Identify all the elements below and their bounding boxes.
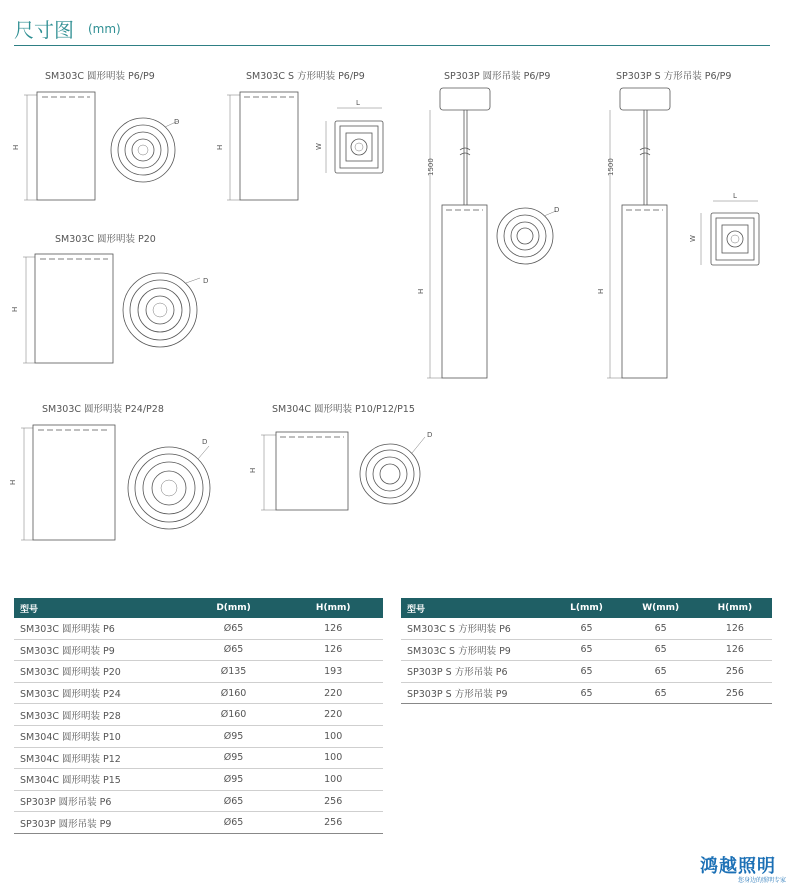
svg-text:D: D [203,277,209,285]
svg-text:D: D [202,438,208,446]
side-view [11,254,113,363]
caption-sm303cs-p6-p9: SM303C S 方形明装 P6/P9 [246,71,365,82]
table-row: SM303C 圆形明装 P24 Ø160 220 [14,682,383,704]
brand-logo: 鸿越照明 [700,856,776,877]
svg-text:D: D [554,206,560,214]
drawing-sm303c-p6-p9 [12,92,179,200]
caption-sm303c-p6-p9: SM303C 圆形明装 P6/P9 [45,71,155,82]
svg-text:H: H [249,467,257,473]
col-w: W(mm) [624,598,698,618]
dim-w: W [315,143,323,150]
dim-l: L [356,99,360,107]
caption-sm304c-p10-p15: SM304C 圆形明装 P10/P12/P15 [272,404,415,415]
brand-slogan: 您身边的照明专家 [738,877,787,884]
table-row: SM303C 圆形明装 P6 Ø65 126 [14,618,383,639]
svg-text:H: H [11,306,19,312]
col-h: H(mm) [698,598,772,618]
spec-table-round [14,598,383,834]
top-view [123,273,208,347]
top-view [315,99,383,173]
table-header-row [401,598,772,618]
top-view [111,118,179,182]
table-row: SM303C 圆形明装 P28 Ø160 220 [14,704,383,726]
table-row: SM303C S 方形明装 P9 65 65 126 [401,639,772,661]
svg-text:1500: 1500 [607,158,615,176]
side-view [9,425,115,540]
svg-text:H: H [417,288,425,294]
drawing-sp303p-p6-p9 [417,88,559,378]
table-header-row [14,598,383,618]
side-view [249,432,348,510]
table-row: SM303C 圆形明装 P20 Ø135 193 [14,661,383,683]
svg-text:D: D [427,431,433,439]
spec-table-square [401,598,772,704]
dim-cable: 1500 [427,158,435,176]
col-h: H(mm) [283,598,383,618]
top-view [128,438,210,529]
drawing-sm303c-p24-p28 [9,425,210,540]
table-row: SP303P 圆形吊装 P6 Ø65 256 [14,790,383,812]
table-row: SM303C 圆形明装 P9 Ø65 126 [14,639,383,661]
svg-text:L: L [733,192,737,200]
caption-sm303c-p24-p28: SM303C 圆形明装 P24/P28 [42,404,164,415]
side-view [597,88,670,378]
side-view [216,92,298,200]
table-row: SM304C 圆形明装 P12 Ø95 100 [14,747,383,769]
table-row: SM303C S 方形明装 P6 65 65 126 [401,618,772,639]
table-row: SM304C 圆形明装 P15 Ø95 100 [14,769,383,791]
top-view [360,431,432,504]
table-row: SP303P S 方形吊装 P6 65 65 256 [401,661,772,683]
col-model: 型号 [14,598,184,618]
side-view [417,88,490,378]
page-title: 尺寸图 [14,18,74,42]
drawing-sm303c-p20 [11,254,208,363]
svg-text:H: H [216,144,224,150]
top-view [497,206,559,264]
svg-text:H: H [9,479,17,485]
table-row: SM304C 圆形明装 P10 Ø95 100 [14,725,383,747]
top-view [689,192,759,265]
drawing-sm304c-p10-p15 [249,431,432,510]
caption-sp303ps-p6-p9: SP303P S 方形吊装 P6/P9 [616,71,732,82]
col-l: L(mm) [549,598,623,618]
caption-sp303p-p6-p9: SP303P 圆形吊装 P6/P9 [444,71,551,82]
svg-text:W: W [689,235,697,242]
dim-h: H [12,144,20,150]
svg-text:H: H [597,288,605,294]
caption-sm303c-p20: SM303C 圆形明装 P20 [55,234,156,245]
drawing-sm303cs-p6-p9 [216,92,383,200]
col-model: 型号 [401,598,549,618]
table-row: SP303P S 方形吊装 P9 65 65 256 [401,682,772,704]
drawing-sp303ps-p6-p9 [597,88,759,378]
page-unit: (mm) [88,22,121,36]
col-d: D(mm) [184,598,284,618]
dim-d: D [174,118,180,126]
side-view [12,92,95,200]
table-row: SP303P 圆形吊装 P9 Ø65 256 [14,812,383,834]
